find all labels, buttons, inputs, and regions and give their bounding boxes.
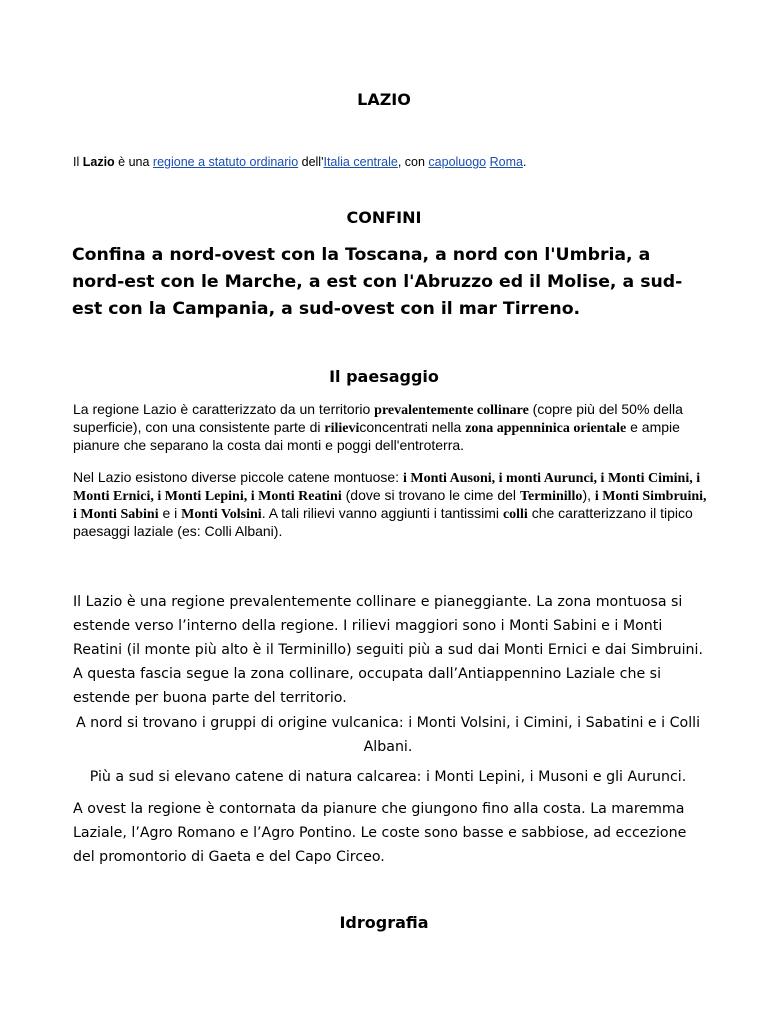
intro-lazio-bold: Lazio <box>82 155 115 169</box>
paesaggio-bold: Terminillo <box>519 489 583 504</box>
intro-text: Il <box>73 155 83 169</box>
intro-text: è una <box>114 155 153 169</box>
link-capoluogo[interactable]: capoluogo <box>428 155 487 169</box>
paesaggio-bold: i Monti Ausoni, i monti Aurunci, i Monti Cimini, i Monti Ernici, i Monti Lepini, i Monti Reatini <box>73 471 701 504</box>
paesaggio-text: concentrati nella <box>359 419 466 435</box>
intro-text: dell' <box>298 155 324 169</box>
paesaggio-paragraph-2 <box>73 469 713 540</box>
confini-paragraph: Confina a nord-ovest con la Toscana, a nord con l'Umbria, a nord-est con le Marche, a est con l'Abruzzo ed il Molise, a sud-est con la Campania, a sud-ovest con il mar Tirreno. <box>72 245 683 319</box>
link-roma[interactable]: Roma <box>489 155 523 169</box>
paesaggio-bold: Monti Volsini <box>181 507 262 522</box>
paesaggio-bold: colli <box>502 507 528 522</box>
intro-text: , con <box>397 155 429 169</box>
paesaggio-text: (dove si trovano le cime del <box>341 487 520 503</box>
paesaggio-bold: zona appenninica orientale <box>465 421 627 436</box>
paesaggio-heading: Il paesaggio <box>329 367 439 386</box>
link-regione-statuto-ordinario[interactable]: regione a statuto ordinario <box>152 155 299 169</box>
paesaggio-paragraph-1 <box>73 401 713 454</box>
body-paragraph-1: Il Lazio è una regione prevalentemente collinare e pianeggiante. La zona montuosa si estende verso l’interno della regione. I rilievi maggiori sono i Monti Sabini e i Monti Reatini (il monte più alto è il Terminillo) seguiti più a sud dai Monti Ernici e dai Simbruini. A questa fascia segue la zona collinare, occupata dall’Antiappennino Laziale che si estende per buona parte del territorio. <box>73 594 703 706</box>
paesaggio-bold: prevalentemente collinare <box>374 403 529 418</box>
paesaggio-text: e ampie pianure che separano la costa dai monti e poggi dell'entroterra. <box>73 419 680 453</box>
intro-text: . <box>522 155 527 169</box>
paesaggio-bold: rilievi <box>324 421 360 436</box>
body-paragraph-2: A nord si trovano i gruppi di origine vulcanica: i Monti Volsini, i Cimini, i Sabatini e i Colli Albani. <box>75 715 701 755</box>
paesaggio-text: (copre più del 50% della superficie), con una consistente parte di <box>73 401 683 435</box>
paesaggio-text: . A tali rilievi vanno aggiunti i tantissimi <box>261 505 503 521</box>
paesaggio-text: La regione Lazio è caratterizzato da un territorio <box>73 401 375 417</box>
paesaggio-bold: i Monti Simbruini, i Monti Sabini <box>73 489 707 522</box>
idrografia-heading: Idrografia <box>339 913 429 932</box>
body-paragraph-3: Più a sud si elevano catene di natura calcarea: i Monti Lepini, i Musoni e gli Aurunci. <box>89 769 687 785</box>
confini-heading: CONFINI <box>346 208 422 227</box>
paesaggio-text: che caratterizzano il tipico paesaggi laziale (es: Colli Albani). <box>73 505 693 539</box>
body-paragraph-4: A ovest la regione è contornata da pianure che giungono fino alla costa. La maremma Laziale, l’Agro Romano e l’Agro Pontino. Le coste sono basse e sabbiose, ad eccezione del promontorio di Gaeta e del Capo Circeo. <box>73 801 687 865</box>
paesaggio-text: Nel Lazio esistono diverse piccole catene montuose: <box>73 469 403 485</box>
intro-paragraph <box>73 155 713 169</box>
paesaggio-text: ), <box>582 487 595 503</box>
link-italia-centrale[interactable]: Italia centrale <box>323 155 398 169</box>
paesaggio-text: e i <box>158 505 182 521</box>
page-title: LAZIO <box>357 90 411 109</box>
